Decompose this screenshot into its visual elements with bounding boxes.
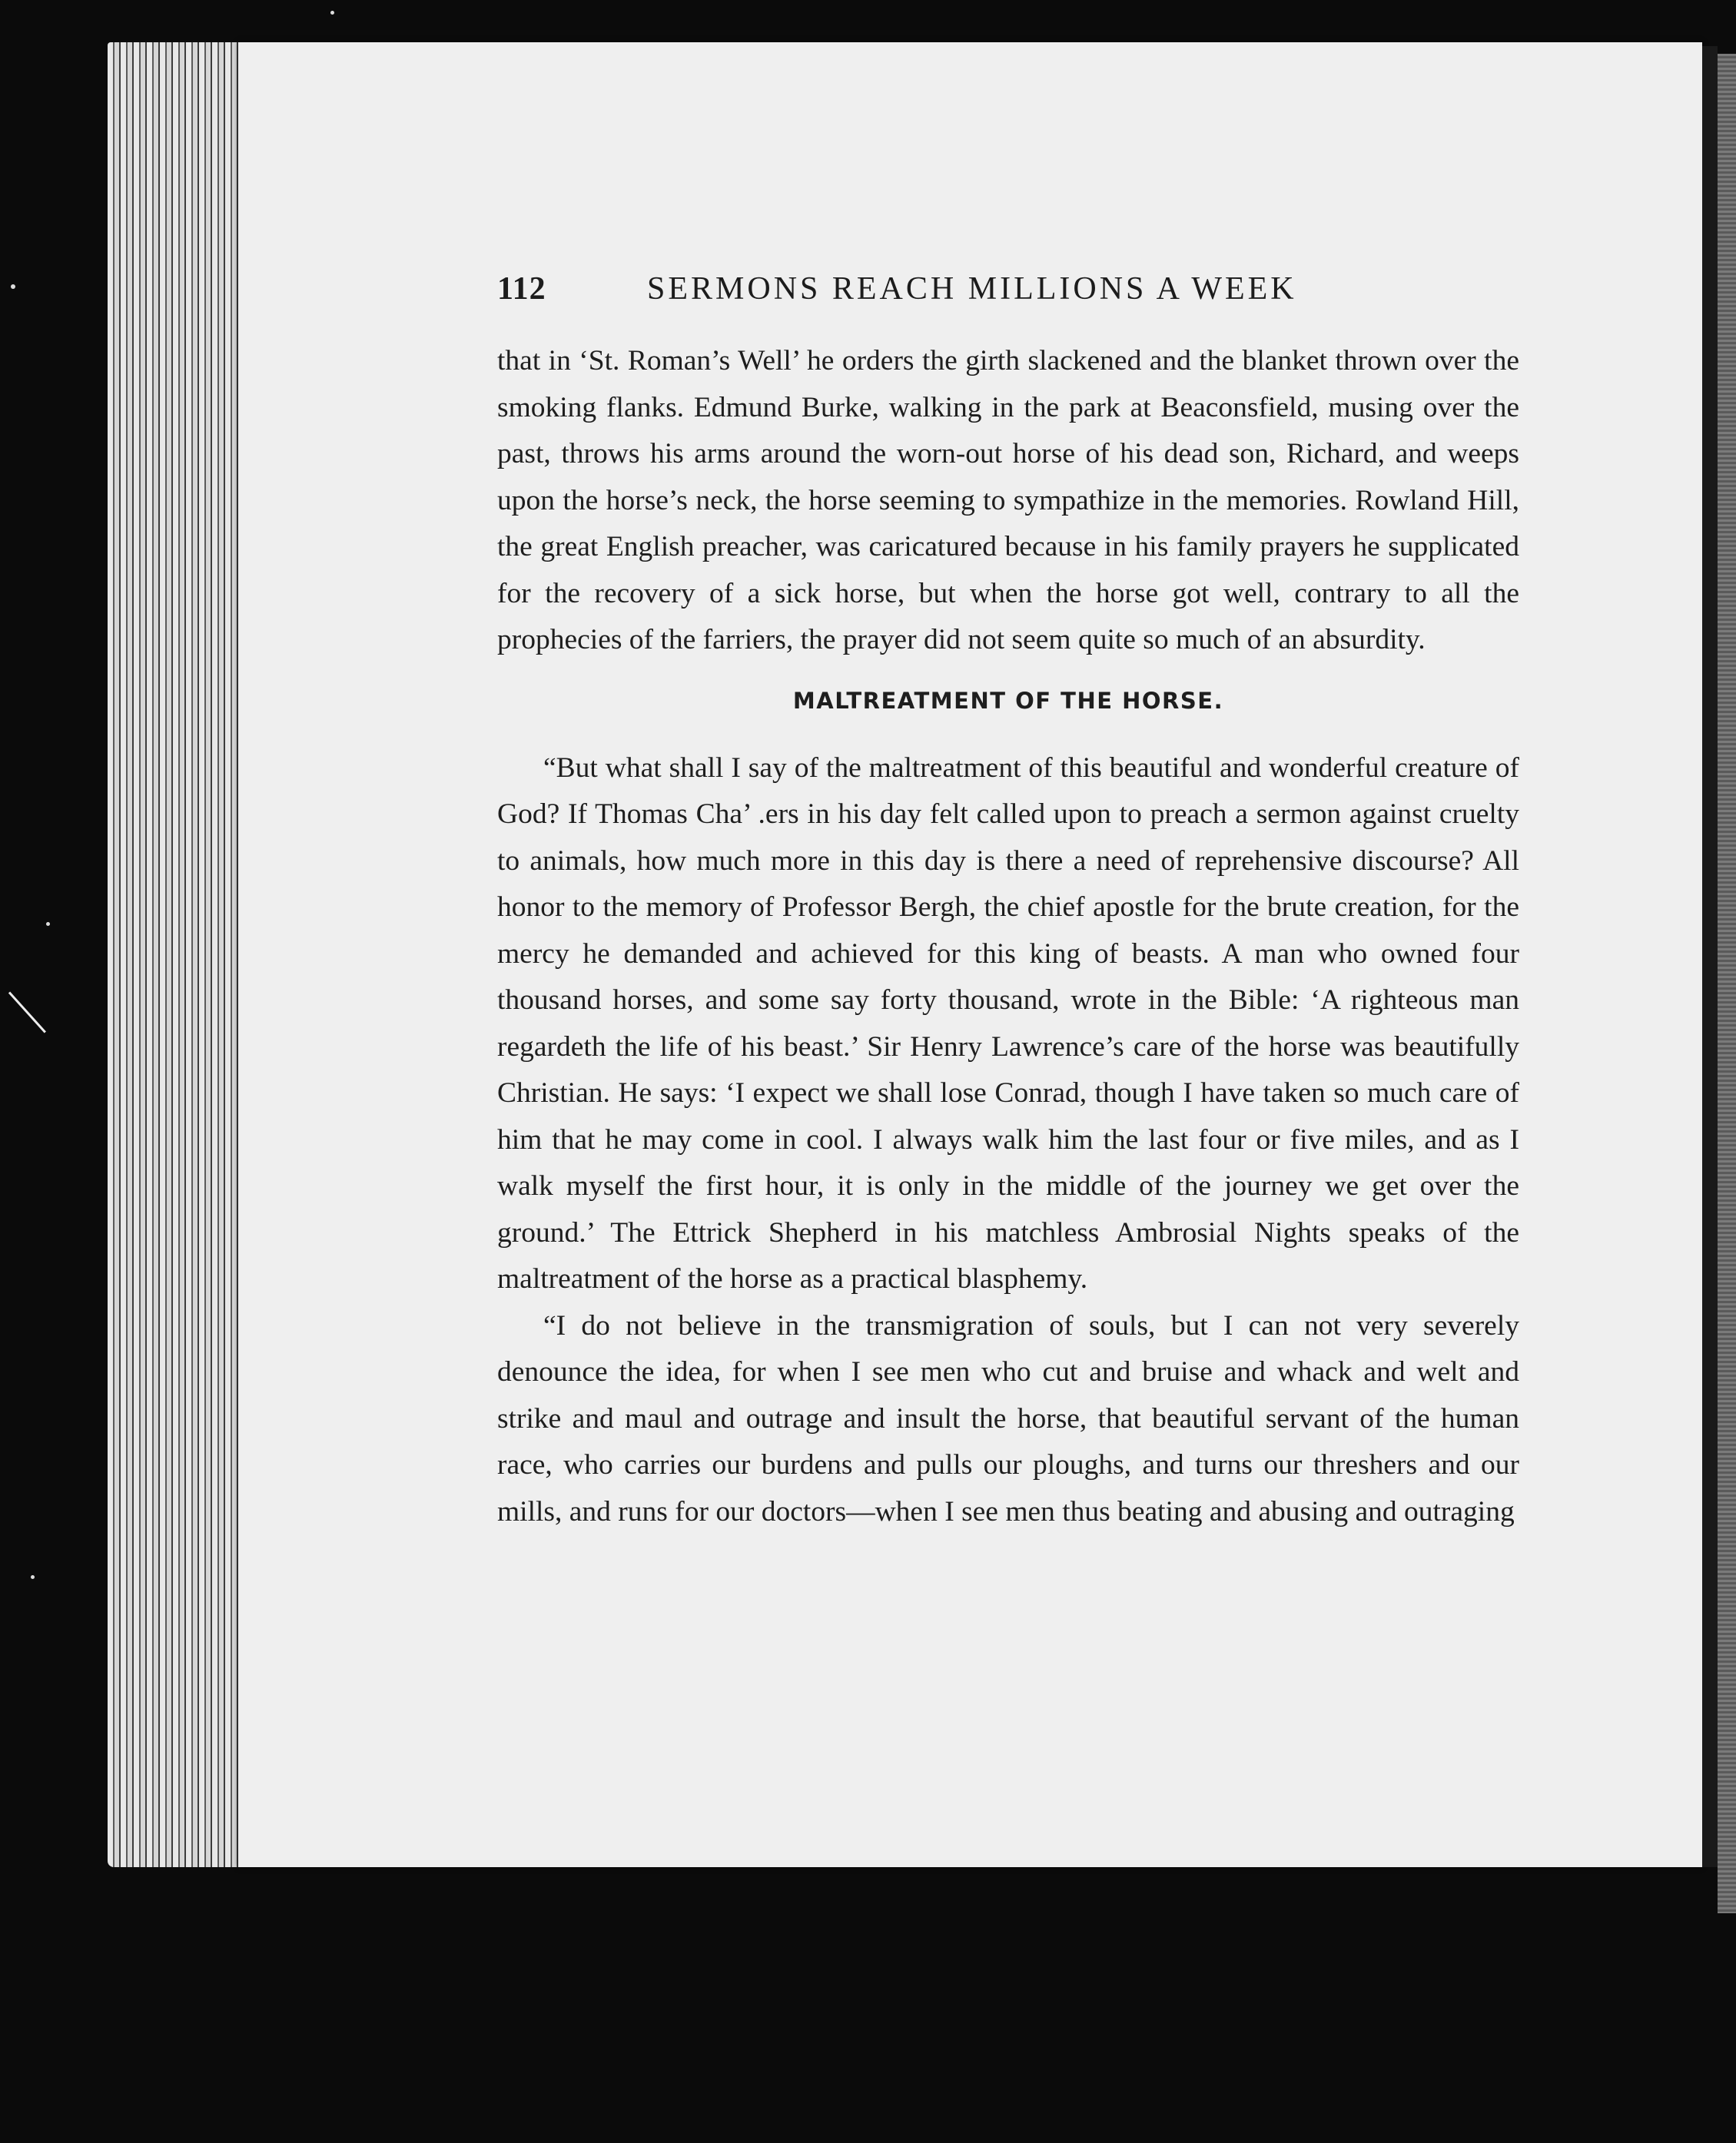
page-number: 112 [497, 271, 546, 307]
page-edges [108, 42, 254, 1867]
running-title: SERMONS REACH MILLIONS A WEEK [647, 271, 1297, 307]
section-heading: MALTREATMENT OF THE HORSE. [792, 687, 1224, 714]
paragraph: that in ‘St. Roman’s Well’ he orders the girth slackened and the blanket thrown over the smoking flanks. Edmund Burke, walking in the park at Beaconsfield, musing over the past, throws his arms around the worn-out horse of his dead son, Richard, and weeps upon the horse’s neck, the horse seeming to sympathize in the memories. Rowland Hill, the great English preacher, was caricatured because in his family prayers he supplicated for the recovery of a sick horse, but when the horse got well, contrary to all the prophecies of the farriers, the prayer did not seem quite so much of an absurdity. [497, 345, 1519, 655]
scan-artifact [8, 991, 46, 1033]
scan-speck [11, 284, 15, 289]
scan-speck [330, 11, 334, 15]
scan-speck [46, 922, 50, 926]
book-gutter [1702, 46, 1718, 1867]
opposite-page-edge [1718, 54, 1736, 1913]
body-text [497, 338, 1519, 1535]
paragraph: “I do not believe in the transmigration of souls, but I can not very severely denounce the idea, for when I see men who cut and bruise and whack and welt and strike and maul and outrage and insult the horse, that beautiful servant of the human race, who carries our burdens and pulls our ploughs, and turns our threshers and our mills, and runs for our doctors—when I see men thus beating and abusing and outraging [497, 1309, 1519, 1528]
paragraph: “But what shall I say of the maltreatment of this beautiful and wonderful creature of God? If Thomas Cha’ .ers in his day felt called upon to preach a sermon against cruelty to animals, how much more in this day is there a need of reprehensive discourse? All honor to the memory of Professor Bergh, the chief apostle for the brute creation, for the mercy he demanded and achieved for this king of beasts. A man who owned four thousand horses, and some say forty thousand, wrote in the Bible: ‘A righteous man regardeth the life of his beast.’ Sir Henry Lawrence’s care of the horse was beautifully Christian. He says: ‘I expect we shall lose Conrad, though I have taken so much care of him that he may come in cool. I always walk him the last four or five miles, and as I walk myself the first hour, it is only in the middle of the journey we get over the ground.’ The Ettrick Shepherd in his matchless Ambrosial Nights speaks of the maltreatment of the horse as a practical blasphemy. [497, 751, 1519, 1295]
running-header [497, 270, 1350, 317]
scan-speck [31, 1575, 35, 1579]
